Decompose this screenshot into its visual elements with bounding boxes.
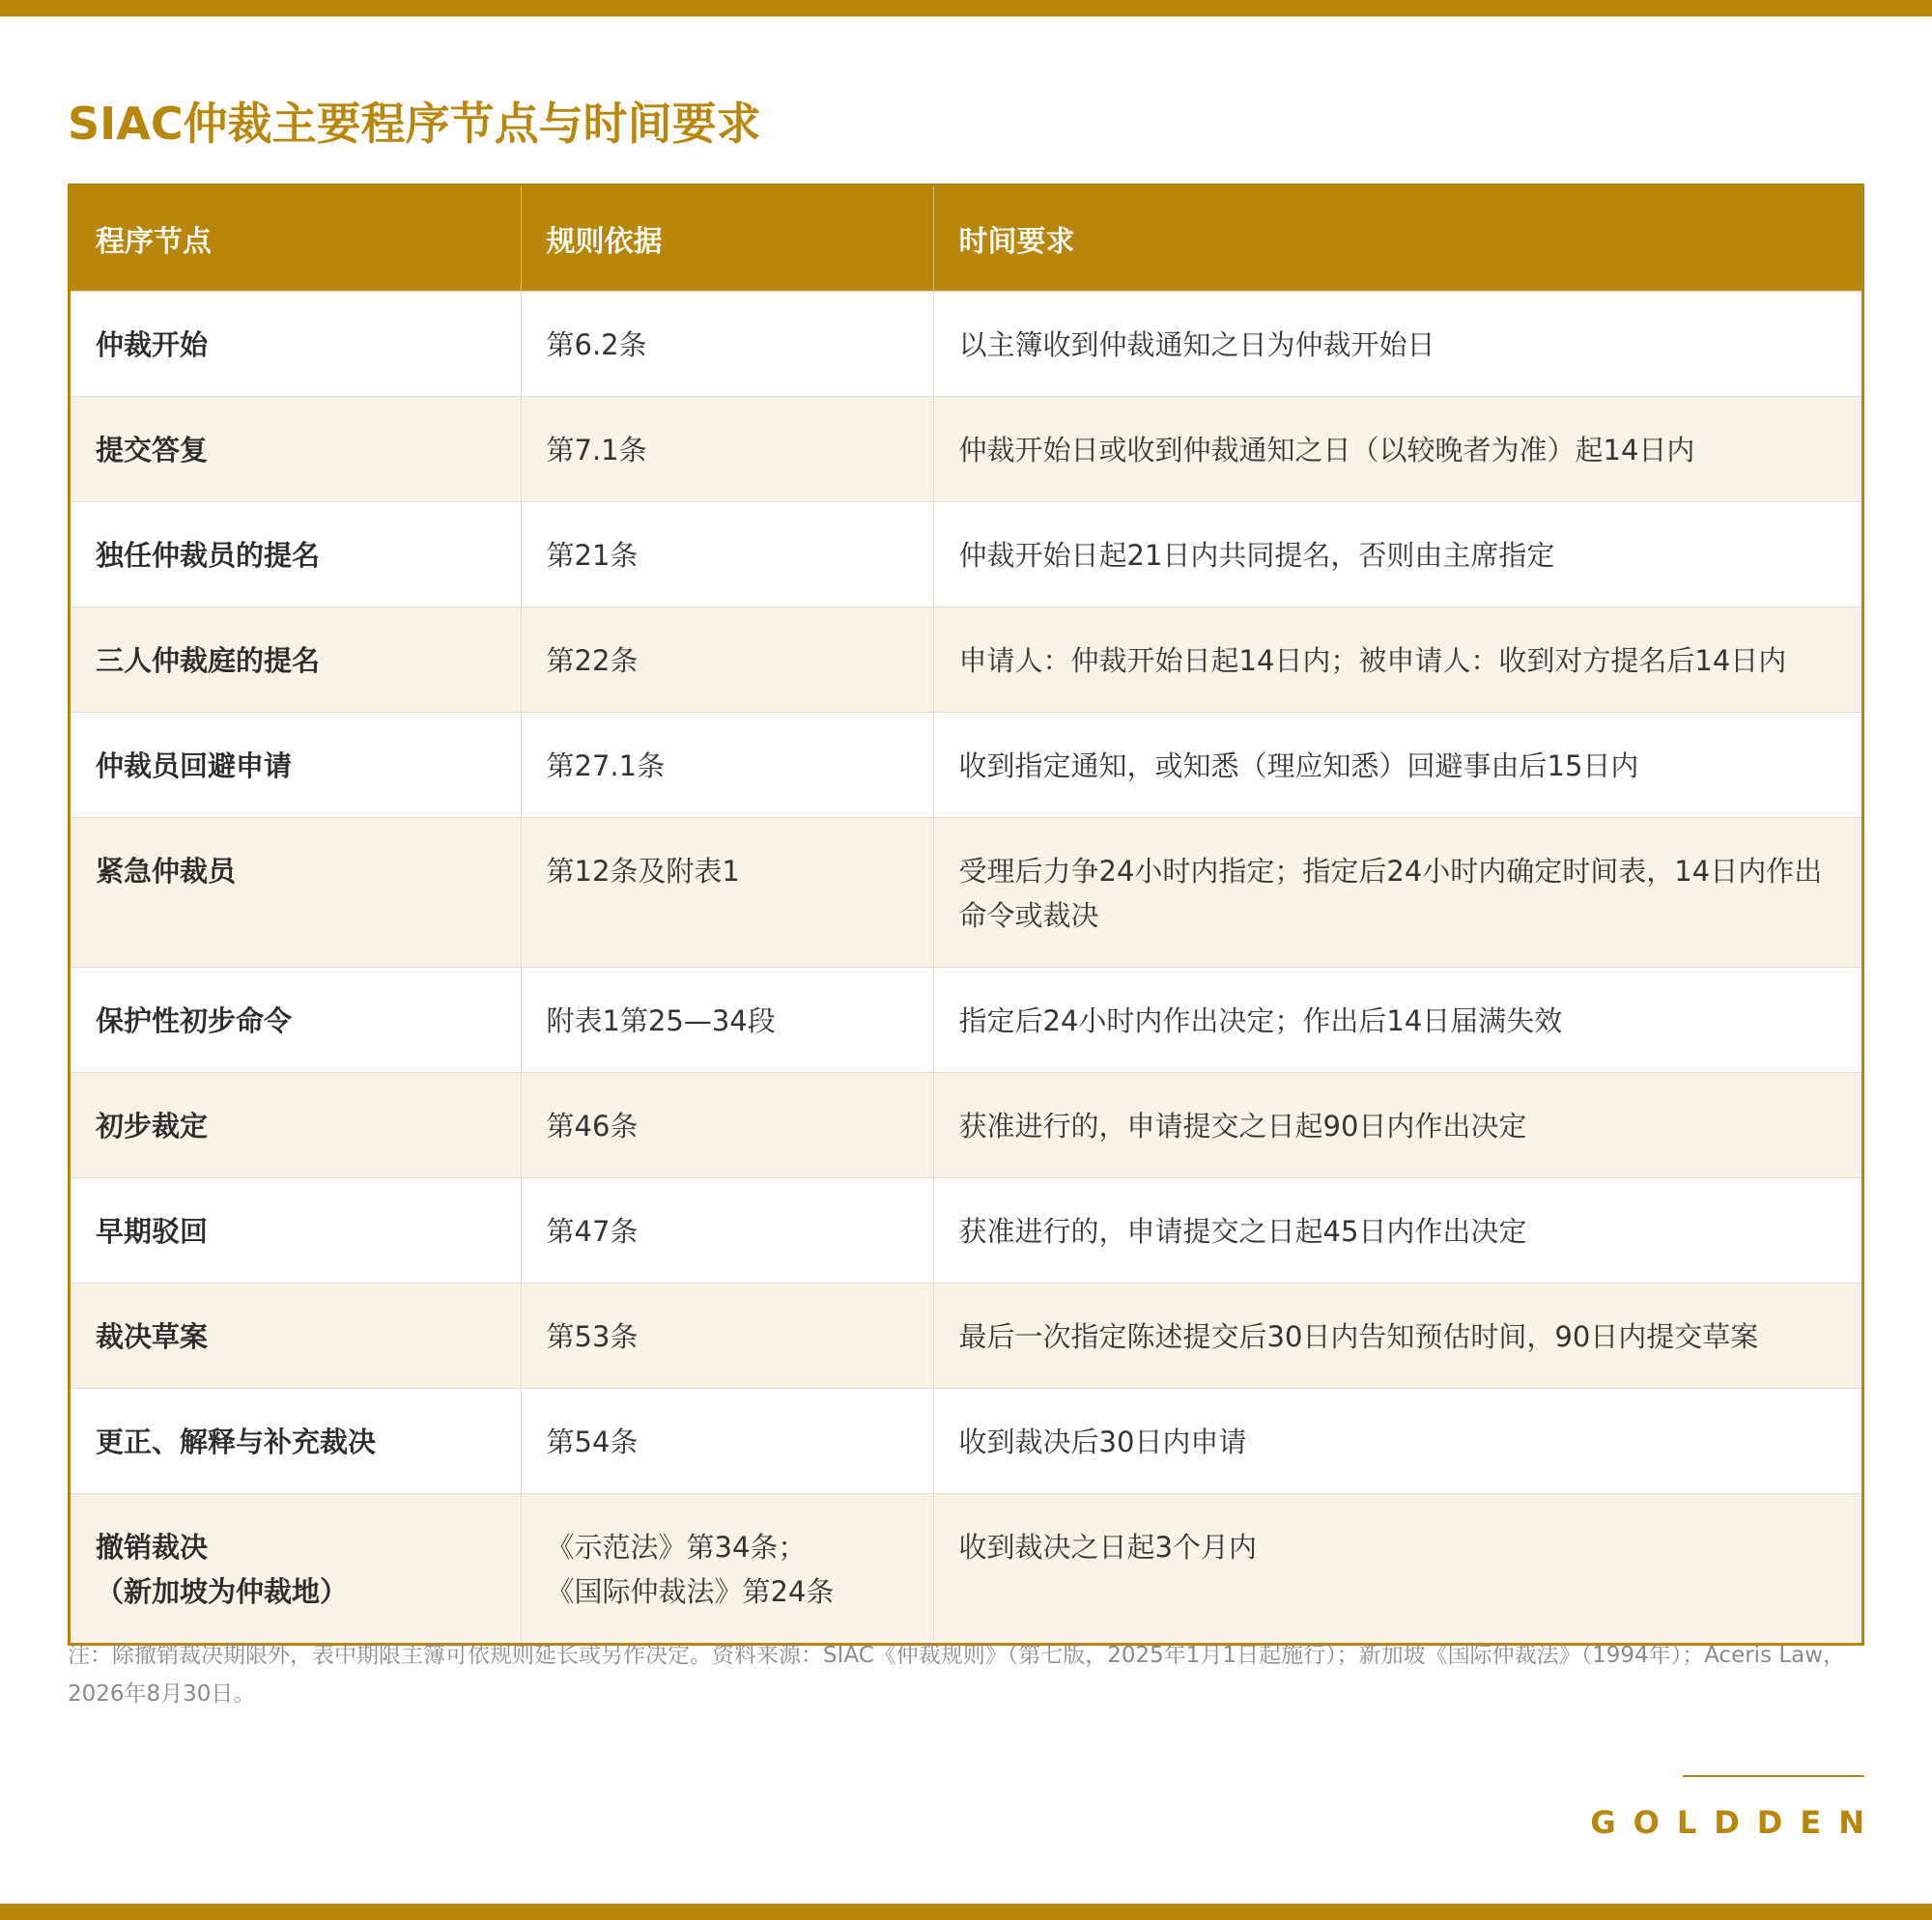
cell-rule-basis: 第6.2条	[521, 291, 933, 396]
table-row	[71, 396, 1861, 501]
cell-time-requirement: 仲裁开始日或收到仲裁通知之日（以较晚者为准）起14日内	[933, 396, 1861, 501]
cell-procedure-node: 裁决草案	[71, 1283, 521, 1388]
bottom-accent-bar	[0, 1904, 1932, 1920]
table-row	[71, 817, 1861, 967]
table-row	[71, 1493, 1861, 1643]
cell-time-requirement: 收到指定通知，或知悉（理应知悉）回避事由后15日内	[933, 712, 1861, 817]
source-note: 注：除撤销裁决期限外，表中期限主簿可依规则延长或另作决定。资料来源：SIAC《仲裁规则》（第七版，2025年1月1日起施行）；新加坡《国际仲裁法》（1994年）；Aceris Law，2026年8月30日。	[68, 1643, 1846, 1707]
cell-time-requirement: 收到裁决之日起3个月内	[933, 1493, 1861, 1643]
timeline-table-container	[68, 184, 1864, 1646]
cell-rule-basis: 第12条及附表1	[521, 817, 933, 967]
brand-divider	[1683, 1775, 1864, 1777]
cell-rule-basis: 第46条	[521, 1072, 933, 1177]
table-row	[71, 1388, 1861, 1493]
cell-rule-basis: 附表1第25—34段	[521, 967, 933, 1072]
cell-rule-basis: 第27.1条	[521, 712, 933, 817]
table-row	[71, 1177, 1861, 1283]
cell-rule-basis: 第47条	[521, 1177, 933, 1283]
cell-time-requirement: 仲裁开始日起21日内共同提名，否则由主席指定	[933, 501, 1861, 607]
cell-time-requirement: 指定后24小时内作出决定；作出后14日届满失效	[933, 967, 1861, 1072]
cell-procedure-node: 撤销裁决 （新加坡为仲裁地）	[71, 1493, 521, 1643]
cell-time-requirement: 获准进行的，申请提交之日起45日内作出决定	[933, 1177, 1861, 1283]
cell-procedure-node: 仲裁开始	[71, 291, 521, 396]
cell-time-requirement: 以主簿收到仲裁通知之日为仲裁开始日	[933, 291, 1861, 396]
table-row	[71, 607, 1861, 712]
cell-time-requirement: 收到裁决后30日内申请	[933, 1388, 1861, 1493]
table-row	[71, 967, 1861, 1072]
table-row	[71, 501, 1861, 607]
table-header-row	[71, 186, 1861, 291]
cell-procedure-node: 紧急仲裁员	[71, 817, 521, 967]
cell-rule-basis: 第54条	[521, 1388, 933, 1493]
table-row	[71, 712, 1861, 817]
cell-time-requirement: 获准进行的，申请提交之日起90日内作出决定	[933, 1072, 1861, 1177]
cell-procedure-node: 初步裁定	[71, 1072, 521, 1177]
cell-procedure-node: 更正、解释与补充裁决	[71, 1388, 521, 1493]
cell-procedure-node: 早期驳回	[71, 1177, 521, 1283]
brand-wordmark: GOLDDEN	[1590, 1804, 1882, 1841]
cell-rule-basis: 第22条	[521, 607, 933, 712]
cell-procedure-node: 提交答复	[71, 396, 521, 501]
cell-rule-basis: 《示范法》第34条； 《国际仲裁法》第24条	[521, 1493, 933, 1643]
table-row	[71, 1072, 1861, 1177]
table-row	[71, 1283, 1861, 1388]
header-rule-basis: 规则依据	[521, 186, 933, 291]
cell-rule-basis: 第53条	[521, 1283, 933, 1388]
cell-time-requirement: 受理后力争24小时内指定；指定后24小时内确定时间表，14日内作出命令或裁决	[933, 817, 1861, 967]
table-row	[71, 291, 1861, 396]
cell-time-requirement: 最后一次指定陈述提交后30日内告知预估时间，90日内提交草案	[933, 1283, 1861, 1388]
header-time-requirement: 时间要求	[933, 186, 1861, 291]
header-procedure-node: 程序节点	[71, 186, 521, 291]
cell-procedure-node: 仲裁员回避申请	[71, 712, 521, 817]
cell-rule-basis: 第21条	[521, 501, 933, 607]
cell-procedure-node: 独任仲裁员的提名	[71, 501, 521, 607]
cell-procedure-node: 三人仲裁庭的提名	[71, 607, 521, 712]
cell-time-requirement: 申请人：仲裁开始日起14日内；被申请人：收到对方提名后14日内	[933, 607, 1861, 712]
cell-procedure-node: 保护性初步命令	[71, 967, 521, 1072]
timeline-table	[71, 186, 1861, 1643]
cell-rule-basis: 第7.1条	[521, 396, 933, 501]
page-title: SIAC仲裁主要程序节点与时间要求	[68, 98, 761, 150]
top-accent-bar	[0, 0, 1932, 16]
